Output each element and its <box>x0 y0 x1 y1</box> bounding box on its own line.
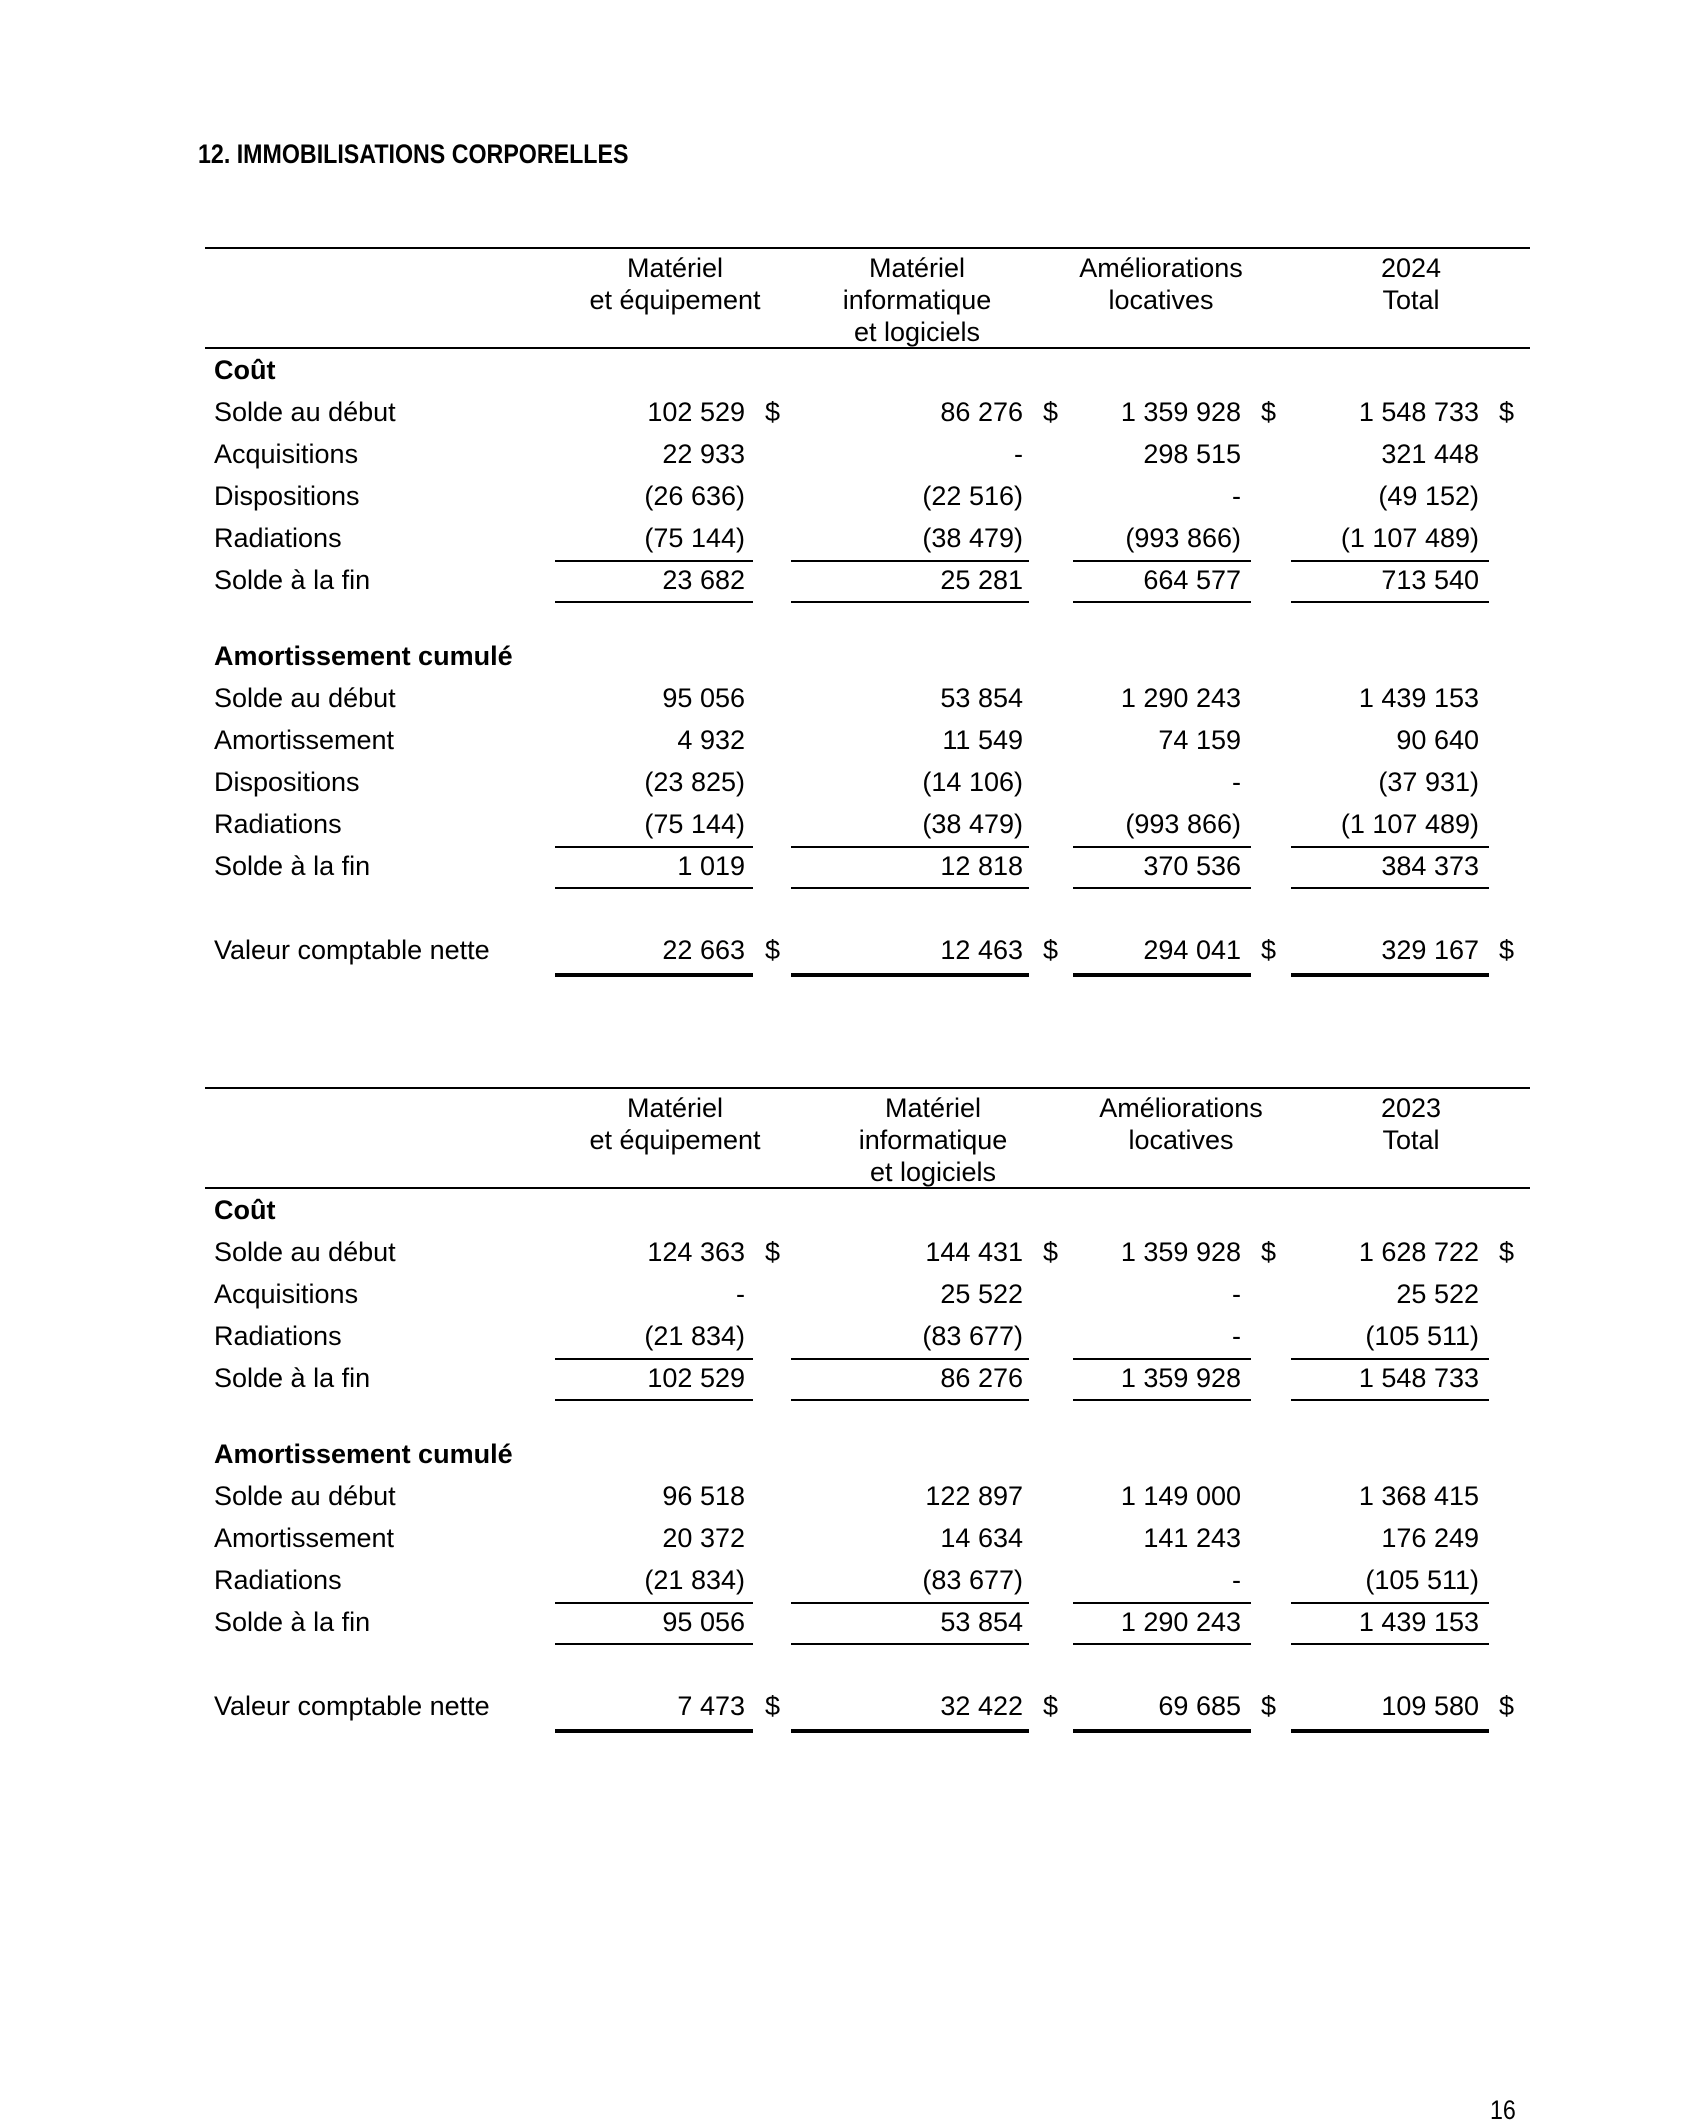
cell-value: 144 431 <box>925 1237 1023 1267</box>
currency-symbol: $ <box>1043 397 1059 427</box>
table-row <box>205 1231 1530 1273</box>
currency-symbol: $ <box>765 1237 781 1267</box>
row-label: Solde au début <box>214 1481 396 1511</box>
currency-symbol: $ <box>1043 1237 1059 1267</box>
cell-value: 53 854 <box>940 1607 1023 1637</box>
row-label: Radiations <box>214 1321 342 1351</box>
cell-value: 12 818 <box>940 851 1023 881</box>
subtotal-rule <box>1291 846 1489 848</box>
table-row <box>205 719 1530 761</box>
section-heading: 12. IMMOBILISATIONS CORPORELLES <box>198 139 629 169</box>
row-label: Amortissement <box>214 1523 395 1553</box>
cell-value: (22 516) <box>922 481 1023 511</box>
cell-value: (83 677) <box>922 1565 1023 1595</box>
table-row <box>205 1315 1530 1357</box>
table-row <box>205 433 1530 475</box>
cell-value: 11 549 <box>942 725 1023 755</box>
spacer <box>205 1399 1530 1433</box>
currency-symbol: $ <box>1043 935 1059 965</box>
total-rule <box>1291 973 1489 977</box>
table-row <box>205 761 1530 803</box>
subtotal-row <box>205 845 1530 887</box>
cell-value: (1 107 489) <box>1340 523 1479 553</box>
cell-value: - <box>1014 439 1023 469</box>
cell-value: 20 372 <box>662 1523 745 1553</box>
cell-value: 176 249 <box>1381 1523 1479 1553</box>
row-label: Radiations <box>214 809 342 839</box>
column-header: Améliorations locatives <box>1079 253 1243 315</box>
table-row <box>205 1517 1530 1559</box>
section-title: Coût <box>214 355 276 385</box>
row-label: Radiations <box>214 523 342 553</box>
column-header: 2024 Total <box>1380 253 1442 315</box>
currency-symbol: $ <box>1261 935 1277 965</box>
section-title: Amortissement cumulé <box>214 641 513 671</box>
section-title-row <box>205 1189 1530 1231</box>
total-rule <box>791 973 1029 977</box>
currency-symbol: $ <box>765 935 781 965</box>
row-label: Solde à la fin <box>214 565 371 595</box>
cell-value: 1 548 733 <box>1358 397 1479 427</box>
cell-value: 1 290 243 <box>1120 1607 1241 1637</box>
cell-value: 298 515 <box>1143 439 1241 469</box>
cell-value: 1 548 733 <box>1358 1363 1479 1393</box>
currency-symbol: $ <box>1499 397 1515 427</box>
cell-value: (75 144) <box>644 809 745 839</box>
cell-value: 1 149 000 <box>1120 1481 1241 1511</box>
net-book-value-row <box>205 1685 1530 1727</box>
cell-value: 141 243 <box>1143 1523 1241 1553</box>
subtotal-bottom-rule <box>1073 1399 1251 1401</box>
row-label: Solde au début <box>214 683 396 713</box>
cell-value: 1 359 928 <box>1120 1237 1241 1267</box>
subtotal-rule <box>555 1358 753 1360</box>
column-header: Matériel et équipement <box>589 1093 761 1155</box>
cell-value: (21 834) <box>644 1321 745 1351</box>
subtotal-rule <box>1291 560 1489 562</box>
cell-value: 22 663 <box>662 935 745 965</box>
cell-value: 384 373 <box>1381 851 1479 881</box>
cell-value: 74 159 <box>1158 725 1241 755</box>
column-header: Matériel informatique et logiciels <box>858 1093 1008 1187</box>
cell-value: 86 276 <box>940 397 1023 427</box>
cell-value: 1 439 153 <box>1358 1607 1479 1637</box>
table-row <box>205 1559 1530 1601</box>
table-row <box>205 1475 1530 1517</box>
subtotal-rule <box>791 846 1029 848</box>
cell-value: 109 580 <box>1381 1691 1479 1721</box>
cell-value: 95 056 <box>662 1607 745 1637</box>
cell-value: - <box>1232 1321 1241 1351</box>
cell-value: 370 536 <box>1143 851 1241 881</box>
subtotal-rule <box>1291 1602 1489 1604</box>
subtotal-rule <box>791 1602 1029 1604</box>
subtotal-rule <box>1073 846 1251 848</box>
cell-value: 1 019 <box>677 851 745 881</box>
cell-value: 1 359 928 <box>1120 397 1241 427</box>
subtotal-bottom-rule <box>1291 601 1489 603</box>
row-label: Radiations <box>214 1565 342 1595</box>
currency-symbol: $ <box>1499 1691 1515 1721</box>
subtotal-rule <box>1073 1602 1251 1604</box>
section-title-row <box>205 349 1530 391</box>
table-row <box>205 517 1530 559</box>
cell-value: 32 422 <box>940 1691 1023 1721</box>
cell-value: 1 439 153 <box>1358 683 1479 713</box>
cell-value: 23 682 <box>662 565 745 595</box>
section-title-row <box>205 635 1530 677</box>
subtotal-bottom-rule <box>555 601 753 603</box>
total-rule <box>1073 973 1251 977</box>
cell-value: 321 448 <box>1381 439 1479 469</box>
subtotal-rule <box>555 1602 753 1604</box>
cell-value: (83 677) <box>922 1321 1023 1351</box>
cell-value: (37 931) <box>1378 767 1479 797</box>
cell-value: (993 866) <box>1125 523 1241 553</box>
cell-value: 713 540 <box>1381 565 1479 595</box>
subtotal-bottom-rule <box>1291 1399 1489 1401</box>
subtotal-bottom-rule <box>791 1399 1029 1401</box>
row-label: Solde à la fin <box>214 1607 371 1637</box>
currency-symbol: $ <box>1261 397 1277 427</box>
currency-symbol: $ <box>1261 1691 1277 1721</box>
currency-symbol: $ <box>765 397 781 427</box>
cell-value: 14 634 <box>940 1523 1023 1553</box>
cell-value: 1 359 928 <box>1120 1363 1241 1393</box>
cell-value: 7 473 <box>677 1691 745 1721</box>
spacer <box>205 1643 1530 1685</box>
cell-value: (1 107 489) <box>1340 809 1479 839</box>
subtotal-bottom-rule <box>1073 1643 1251 1645</box>
subtotal-row <box>205 559 1530 601</box>
total-rule <box>555 1729 753 1733</box>
column-header-row <box>205 1087 1530 1189</box>
currency-symbol: $ <box>1043 1691 1059 1721</box>
subtotal-row <box>205 1357 1530 1399</box>
subtotal-rule <box>791 560 1029 562</box>
column-header: Matériel et équipement <box>589 253 761 315</box>
cell-value: 1 628 722 <box>1358 1237 1479 1267</box>
cell-value: 1 368 415 <box>1358 1481 1479 1511</box>
column-header-row <box>205 247 1530 349</box>
subtotal-rule <box>1291 1358 1489 1360</box>
subtotal-bottom-rule <box>1291 1643 1489 1645</box>
total-rule <box>791 1729 1029 1733</box>
row-label: Acquisitions <box>214 1279 359 1309</box>
subtotal-rule <box>555 846 753 848</box>
cell-value: - <box>1232 767 1241 797</box>
cell-value: 22 933 <box>662 439 745 469</box>
cell-value: 1 290 243 <box>1120 683 1241 713</box>
cell-value: 124 363 <box>647 1237 745 1267</box>
cell-value: (23 825) <box>644 767 745 797</box>
section-title: Amortissement cumulé <box>214 1439 513 1469</box>
subtotal-bottom-rule <box>791 1643 1029 1645</box>
cell-value: 96 518 <box>662 1481 745 1511</box>
cell-value: (26 636) <box>644 481 745 511</box>
cell-value: 53 854 <box>940 683 1023 713</box>
subtotal-bottom-rule <box>555 887 753 889</box>
cell-value: (38 479) <box>922 809 1023 839</box>
cell-value: 69 685 <box>1158 1691 1241 1721</box>
subtotal-bottom-rule <box>1291 887 1489 889</box>
cell-value: 294 041 <box>1143 935 1241 965</box>
fixed-assets-table-2024 <box>205 247 1530 971</box>
total-rule <box>1073 1729 1251 1733</box>
cell-value: (38 479) <box>922 523 1023 553</box>
table-row <box>205 475 1530 517</box>
currency-symbol: $ <box>1499 1237 1515 1267</box>
section-title-row <box>205 1433 1530 1475</box>
cell-value: 25 522 <box>940 1279 1023 1309</box>
table-row <box>205 391 1530 433</box>
currency-symbol: $ <box>765 1691 781 1721</box>
row-label: Solde au début <box>214 397 396 427</box>
table-row <box>205 677 1530 719</box>
row-label: Acquisitions <box>214 439 359 469</box>
cell-value: (49 152) <box>1378 481 1479 511</box>
fixed-assets-table-2023 <box>205 1087 1530 1727</box>
total-rule <box>555 973 753 977</box>
cell-value: - <box>1232 1565 1241 1595</box>
cell-value: 122 897 <box>925 1481 1023 1511</box>
section-title: Coût <box>214 1195 276 1225</box>
cell-value: 95 056 <box>662 683 745 713</box>
cell-value: 25 281 <box>940 565 1023 595</box>
cell-value: (14 106) <box>922 767 1023 797</box>
row-label: Dispositions <box>214 481 360 511</box>
table-row <box>205 1273 1530 1315</box>
cell-value: 12 463 <box>940 935 1023 965</box>
cell-value: 102 529 <box>647 397 745 427</box>
cell-value: 86 276 <box>940 1363 1023 1393</box>
subtotal-rule <box>1073 1358 1251 1360</box>
cell-value: - <box>1232 481 1241 511</box>
cell-value: (993 866) <box>1125 809 1241 839</box>
subtotal-bottom-rule <box>1073 601 1251 603</box>
subtotal-row <box>205 1601 1530 1643</box>
cell-value: 329 167 <box>1381 935 1479 965</box>
row-label: Amortissement <box>214 725 395 755</box>
subtotal-bottom-rule <box>791 601 1029 603</box>
cell-value: 102 529 <box>647 1363 745 1393</box>
column-header: Matériel informatique et logiciels <box>842 253 992 347</box>
currency-symbol: $ <box>1261 1237 1277 1267</box>
subtotal-bottom-rule <box>555 1399 753 1401</box>
cell-value: (21 834) <box>644 1565 745 1595</box>
net-book-value-row <box>205 929 1530 971</box>
column-header: Améliorations locatives <box>1099 1093 1263 1155</box>
subtotal-rule <box>1073 560 1251 562</box>
row-label: Solde au début <box>214 1237 396 1267</box>
currency-symbol: $ <box>1499 935 1515 965</box>
subtotal-rule <box>791 1358 1029 1360</box>
row-label: Dispositions <box>214 767 360 797</box>
cell-value: 4 932 <box>677 725 745 755</box>
cell-value: (105 511) <box>1365 1565 1479 1595</box>
cell-value: 90 640 <box>1396 725 1479 755</box>
cell-value: (105 511) <box>1365 1321 1479 1351</box>
row-label: Solde à la fin <box>214 1363 371 1393</box>
page-number: 16 <box>1490 2095 1516 2125</box>
row-label: Solde à la fin <box>214 851 371 881</box>
cell-value: (75 144) <box>644 523 745 553</box>
subtotal-bottom-rule <box>555 1643 753 1645</box>
row-label: Valeur comptable nette <box>214 935 490 965</box>
column-header: 2023 Total <box>1380 1093 1442 1155</box>
spacer <box>205 887 1530 929</box>
spacer <box>205 601 1530 635</box>
cell-value: - <box>736 1279 745 1309</box>
subtotal-rule <box>555 560 753 562</box>
cell-value: - <box>1232 1279 1241 1309</box>
cell-value: 664 577 <box>1143 565 1241 595</box>
cell-value: 25 522 <box>1396 1279 1479 1309</box>
total-rule <box>1291 1729 1489 1733</box>
row-label: Valeur comptable nette <box>214 1691 490 1721</box>
table-row <box>205 803 1530 845</box>
subtotal-bottom-rule <box>791 887 1029 889</box>
subtotal-bottom-rule <box>1073 887 1251 889</box>
